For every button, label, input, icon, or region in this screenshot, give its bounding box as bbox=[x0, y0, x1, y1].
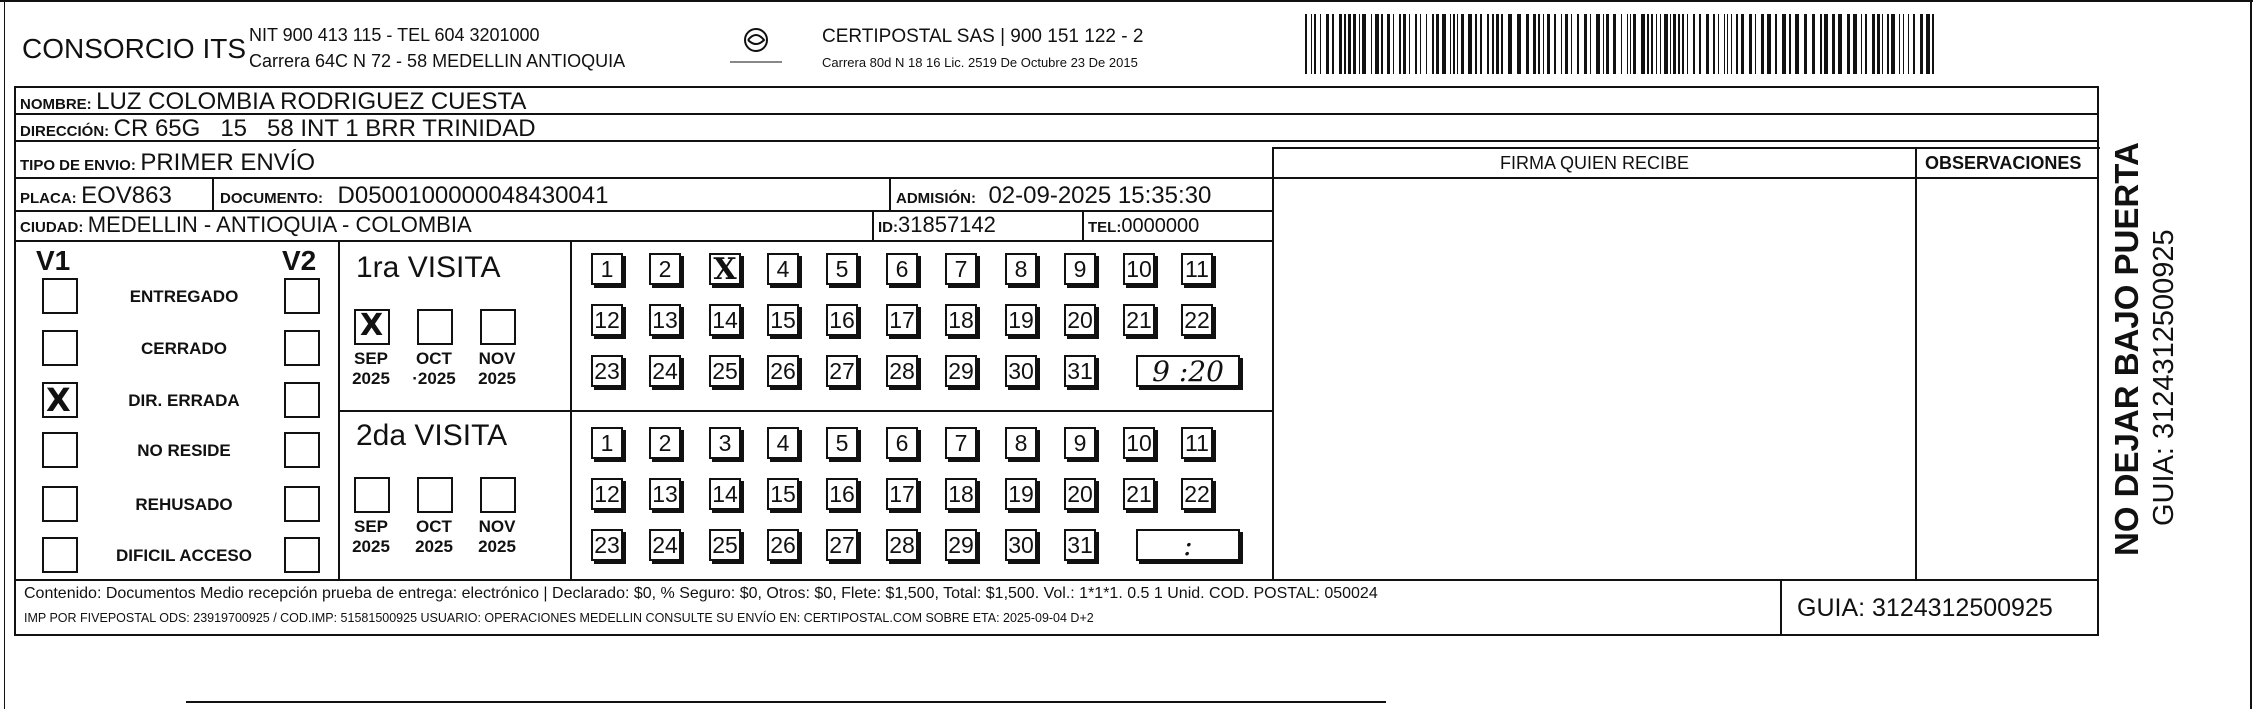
visit2-month-checkbox[interactable] bbox=[354, 477, 390, 513]
day-box[interactable]: 29 bbox=[945, 355, 977, 387]
day-box[interactable]: 22 bbox=[1181, 478, 1213, 510]
day-box[interactable]: 25 bbox=[709, 529, 741, 561]
plate-row bbox=[20, 184, 172, 208]
plate-value: EOV863 bbox=[81, 182, 172, 209]
day-box[interactable]: 27 bbox=[826, 355, 858, 387]
company-nit: NIT 900 413 115 - TEL 604 3201000 bbox=[249, 25, 540, 45]
day-box[interactable]: 26 bbox=[767, 355, 799, 387]
v2-status-checkbox[interactable] bbox=[284, 486, 320, 522]
footer-content: Contenido: Documentos Medio recepción prueba de entrega: electrónico | Declarado: $0, % Seguro: $0, Otros: $0, Flete: $1,500, Total: $1,500. Vol.: 1*1*1. 0.5 1 Unid. COD. POSTAL: 050024 bbox=[24, 585, 1378, 602]
day-box[interactable]: 13 bbox=[649, 304, 681, 336]
day-box[interactable]: 2 bbox=[649, 253, 681, 285]
col-line bbox=[1082, 210, 1084, 240]
day-box[interactable]: 7 bbox=[945, 253, 977, 285]
recipient-name: LUZ COLOMBIA RODRIGUEZ CUESTA bbox=[96, 88, 527, 115]
day-box[interactable]: 18 bbox=[945, 478, 977, 510]
visit-time-box[interactable]: 9 :20 bbox=[1136, 355, 1240, 387]
barcode-icon bbox=[1305, 14, 1945, 74]
observations-header: OBSERVACIONES bbox=[1925, 153, 2082, 173]
visit1-month-checkbox[interactable] bbox=[480, 309, 516, 345]
visit-time-box[interactable]: : bbox=[1136, 529, 1240, 561]
status-label: ENTREGADO bbox=[129, 287, 239, 306]
v1-status-checkbox[interactable] bbox=[42, 382, 78, 418]
company-name: CONSORCIO ITS bbox=[22, 33, 247, 64]
day-box[interactable]: 21 bbox=[1123, 304, 1155, 336]
signature-header: FIRMA QUIEN RECIBE bbox=[1500, 153, 1690, 173]
v2-status-checkbox[interactable] bbox=[284, 432, 320, 468]
month-label bbox=[474, 349, 520, 388]
day-box[interactable]: 8 bbox=[1005, 253, 1037, 285]
day-box[interactable]: 26 bbox=[767, 529, 799, 561]
day-box[interactable]: 1 bbox=[591, 253, 623, 285]
month-label bbox=[348, 517, 394, 556]
type-label: TIPO DE ENVIO: bbox=[20, 157, 136, 174]
v2-status-checkbox[interactable] bbox=[284, 382, 320, 418]
v1-status-checkbox[interactable] bbox=[42, 278, 78, 314]
tel-label: TEL: bbox=[1088, 219, 1122, 236]
month-name: OCT bbox=[416, 517, 452, 536]
day-box[interactable]: 5 bbox=[826, 253, 858, 285]
day-box[interactable]: 13 bbox=[649, 478, 681, 510]
admission-row bbox=[896, 184, 1211, 208]
document-value: D0500100000048430041 bbox=[337, 182, 609, 209]
col-line bbox=[1780, 579, 1782, 636]
day-box[interactable]: 23 bbox=[591, 355, 623, 387]
day-box[interactable] bbox=[709, 253, 741, 285]
left-edge bbox=[4, 0, 5, 709]
type-row bbox=[20, 151, 315, 175]
day-box[interactable]: 22 bbox=[1181, 304, 1213, 336]
v2-status-checkbox[interactable] bbox=[284, 330, 320, 366]
col-line bbox=[212, 177, 214, 210]
side-title: NO DEJAR BAJO PUERTA bbox=[2108, 142, 2145, 556]
col-line bbox=[1272, 147, 1274, 579]
day-box[interactable]: 14 bbox=[709, 478, 741, 510]
v2-status-checkbox[interactable] bbox=[284, 537, 320, 573]
day-box[interactable]: 5 bbox=[826, 427, 858, 459]
day-box[interactable]: 24 bbox=[649, 355, 681, 387]
month-name: SEP bbox=[353, 517, 389, 536]
day-box[interactable]: 14 bbox=[709, 304, 741, 336]
status-label: CERRADO bbox=[141, 339, 227, 358]
row-line bbox=[1272, 147, 2100, 149]
bottom-cut-line bbox=[186, 701, 1386, 703]
admission-value: 02-09-2025 15:35:30 bbox=[988, 182, 1212, 209]
v1-status-checkbox[interactable] bbox=[42, 432, 78, 468]
day-box[interactable]: 20 bbox=[1064, 478, 1096, 510]
visit2-month-checkbox[interactable] bbox=[480, 477, 516, 513]
recipient-address: CR 65G 15 58 INT 1 BRR TRINIDAD bbox=[113, 115, 536, 142]
month-label bbox=[474, 517, 520, 556]
city-value: MEDELLIN - ANTIOQUIA - COLOMBIA bbox=[87, 212, 472, 237]
visit1-month-checkbox[interactable] bbox=[354, 309, 390, 345]
col-line bbox=[889, 177, 891, 210]
id-label: ID: bbox=[878, 219, 898, 236]
company-address: Carrera 64C N 72 - 58 MEDELLIN ANTIOQUIA bbox=[249, 51, 626, 71]
month-name: SEP bbox=[353, 349, 389, 368]
name-label: NOMBRE: bbox=[20, 96, 92, 113]
day-box[interactable]: 29 bbox=[945, 529, 977, 561]
day-box[interactable]: 1 bbox=[591, 427, 623, 459]
right-edge bbox=[2250, 0, 2252, 709]
day-box[interactable]: 18 bbox=[945, 304, 977, 336]
day-box[interactable]: 28 bbox=[886, 355, 918, 387]
day-box[interactable]: 12 bbox=[591, 478, 623, 510]
day-box[interactable]: 7 bbox=[945, 427, 977, 459]
day-box[interactable]: 15 bbox=[767, 304, 799, 336]
month-year: 2025 bbox=[352, 368, 390, 388]
check-mark: X bbox=[713, 251, 737, 287]
day-box[interactable]: 15 bbox=[767, 478, 799, 510]
day-box[interactable]: 9 bbox=[1064, 427, 1096, 459]
address-label: DIRECCIÓN: bbox=[20, 123, 110, 140]
shipment-type: PRIMER ENVÍO bbox=[140, 149, 316, 176]
check-mark: X bbox=[46, 381, 71, 419]
day-box[interactable]: 11 bbox=[1181, 427, 1213, 459]
row-line bbox=[14, 240, 1272, 242]
day-box[interactable]: 19 bbox=[1005, 478, 1037, 510]
day-box[interactable]: 19 bbox=[1005, 304, 1037, 336]
visit1-month-checkbox[interactable] bbox=[417, 309, 453, 345]
day-box[interactable]: 6 bbox=[886, 427, 918, 459]
document-row bbox=[220, 184, 608, 208]
month-name: NOV bbox=[478, 349, 516, 368]
plate-label: PLACA: bbox=[20, 190, 77, 207]
month-year: ·2025 bbox=[412, 368, 456, 388]
day-box[interactable]: 31 bbox=[1064, 355, 1096, 387]
month-year: 2025 bbox=[478, 536, 516, 556]
day-box[interactable]: 2 bbox=[649, 427, 681, 459]
form-frame bbox=[14, 86, 2099, 636]
side-guia: GUIA: 3124312500925 bbox=[2148, 229, 2180, 526]
day-box[interactable]: 20 bbox=[1064, 304, 1096, 336]
day-box[interactable]: 31 bbox=[1064, 529, 1096, 561]
status-label: REHUSADO bbox=[135, 495, 233, 514]
name-row bbox=[20, 90, 526, 114]
day-box[interactable]: 30 bbox=[1005, 529, 1037, 561]
city-label: CIUDAD: bbox=[20, 219, 84, 236]
tel-value: 0000000 bbox=[1121, 215, 1200, 237]
month-name: NOV bbox=[478, 517, 516, 536]
day-box[interactable]: 25 bbox=[709, 355, 741, 387]
barcode bbox=[1305, 14, 1945, 74]
row-line bbox=[338, 410, 1272, 412]
carrier-name: CERTIPOSTAL SAS | 900 151 122 - 2 bbox=[822, 26, 1144, 47]
day-box[interactable]: 11 bbox=[1181, 253, 1213, 285]
day-box[interactable]: 23 bbox=[591, 529, 623, 561]
day-box[interactable]: 16 bbox=[826, 304, 858, 336]
visit2-month-checkbox[interactable] bbox=[417, 477, 453, 513]
day-box[interactable]: 4 bbox=[767, 253, 799, 285]
visit2-title: 2da VISITA bbox=[356, 419, 508, 452]
top-edge bbox=[0, 0, 2253, 2]
month-label bbox=[411, 517, 457, 556]
v1-status-checkbox[interactable] bbox=[42, 330, 78, 366]
row-line bbox=[14, 177, 2099, 179]
month-label bbox=[348, 349, 394, 388]
v1-header: V1 bbox=[36, 245, 71, 276]
day-box[interactable]: 30 bbox=[1005, 355, 1037, 387]
month-name: OCT bbox=[416, 349, 452, 368]
day-box[interactable]: 24 bbox=[649, 529, 681, 561]
day-box[interactable]: 10 bbox=[1123, 427, 1155, 459]
city-row bbox=[20, 214, 472, 236]
month-year: 2025 bbox=[352, 536, 390, 556]
address-row bbox=[20, 117, 536, 141]
day-box[interactable]: 12 bbox=[591, 304, 623, 336]
day-box[interactable]: 28 bbox=[886, 529, 918, 561]
status-label: NO RESIDE bbox=[137, 441, 231, 460]
v1-status-checkbox[interactable] bbox=[42, 486, 78, 522]
row-line bbox=[14, 579, 2099, 581]
month-label bbox=[411, 349, 457, 388]
id-row bbox=[878, 214, 996, 236]
month-year: 2025 bbox=[415, 536, 453, 556]
col-line bbox=[1915, 147, 1917, 579]
visit1-title: 1ra VISITA bbox=[356, 251, 501, 284]
day-box[interactable]: 16 bbox=[826, 478, 858, 510]
day-box[interactable]: 4 bbox=[767, 427, 799, 459]
day-box[interactable]: 17 bbox=[886, 478, 918, 510]
day-box[interactable]: 10 bbox=[1123, 253, 1155, 285]
status-label: DIFICIL ACCESO bbox=[115, 546, 252, 565]
v1-status-checkbox[interactable] bbox=[42, 537, 78, 573]
check-mark: X bbox=[360, 308, 384, 343]
id-value: 31857142 bbox=[898, 212, 996, 237]
day-box[interactable]: 21 bbox=[1123, 478, 1155, 510]
day-box[interactable]: 9 bbox=[1064, 253, 1096, 285]
admission-label: ADMISIÓN: bbox=[896, 190, 976, 207]
v2-header: V2 bbox=[282, 245, 317, 276]
day-box[interactable]: 17 bbox=[886, 304, 918, 336]
day-box[interactable]: 27 bbox=[826, 529, 858, 561]
day-box[interactable]: 8 bbox=[1005, 427, 1037, 459]
certipostal-logo-icon bbox=[726, 24, 786, 72]
month-year: 2025 bbox=[478, 368, 516, 388]
certipostal-logo bbox=[726, 24, 786, 72]
v2-status-checkbox[interactable] bbox=[284, 278, 320, 314]
carrier-license: Carrera 80d N 18 16 Lic. 2519 De Octubre 23 De 2015 bbox=[822, 55, 1138, 70]
day-box[interactable]: 3 bbox=[709, 427, 741, 459]
status-label: DIR. ERRADA bbox=[128, 391, 240, 410]
document-label: DOCUMENTO: bbox=[220, 190, 324, 207]
col-line bbox=[872, 210, 874, 240]
tel-row bbox=[1088, 216, 1199, 236]
footer-guia: GUIA: 3124312500925 bbox=[1797, 594, 2053, 622]
footer-imp: IMP POR FIVEPOSTAL ODS: 23919700925 / COD.IMP: 51581500925 USUARIO: OPERACIONES MEDELLIN CONSULTE SU ENVÍO EN: CERTIPOSTAL.COM SOBRE ETA: 2025-09-04 D+2 bbox=[24, 611, 1094, 625]
day-box[interactable]: 6 bbox=[886, 253, 918, 285]
